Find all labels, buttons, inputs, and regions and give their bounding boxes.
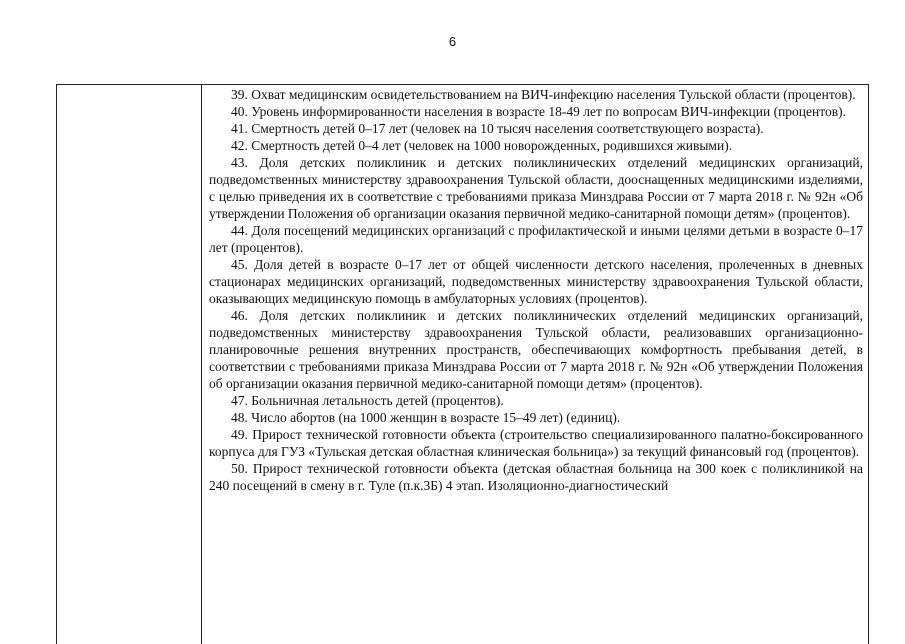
page-number: 6 [448, 34, 457, 49]
list-item-41: 41. Смертность детей 0–17 лет (человек на 10 тысяч населения соответствующего возраста). [231, 121, 764, 136]
list-item-49: 49. Прирост технической готовности объекта (строительство специализированного палатно-боксированного корпуса для ГУЗ «Тульская детская областная клиническая больница») за текущий финансовый год (процентов). [209, 427, 863, 459]
list-item-47: 47. Больничная летальность детей (процентов). [231, 393, 504, 408]
list-item-43: 43. Доля детских поликлиник и детских поликлинических отделений медицинских организаций, подведомственных министерству здравоохранения Тульской области, дооснащенных медицинскими изделиями, с целью приведения их в соответствие с требованиями приказа Минздрава России от 7 марта 2018 г. № 92н «Об утверждении Положения об организации оказания первичной медико-санитарной помощи детям» (процентов). [209, 155, 863, 221]
list-item-46: 46. Доля детских поликлиник и детских поликлинических отделений медицинских организаций, подведомственных министерству здравоохранения Тульской области, реализовавших организационно-планировочные решения внутренних пространств, обеспечивающих комфортность пребывания детей, в соответствии с требованиями приказа Минздрава России от 7 марта 2018 г. № 92н «Об утверждении Положения об организации оказания первичной медико-санитарной помощи детям» (процентов). [209, 308, 863, 391]
table-right-column [202, 85, 868, 644]
table-left-column [57, 85, 202, 644]
list-item-42: 42. Смертность детей 0–4 лет (человек на 1000 новорожденных, родившихся живыми). [231, 138, 733, 153]
list-item-39: 39. Охват медицинским освидетельствованием на ВИЧ-инфекцию населения Тульской области (процентов). [231, 87, 856, 102]
list-item-50: 50. Прирост технической готовности объекта (детская областная больница на 300 коек с поликлиникой на 240 посещений в смену в г. Туле (п.к.3Б) 4 этап. Изоляционно-диагностический [209, 461, 863, 493]
list-item-40: 40. Уровень информированности населения в возрасте 18-49 лет по вопросам ВИЧ-инфекции (процентов). [231, 104, 846, 119]
list-item-44: 44. Доля посещений медицинских организаций с профилактической и иными целями детьми в возрасте 0–17 лет (процентов). [209, 223, 863, 255]
list-item-48: 48. Число абортов (на 1000 женщин в возрасте 15–49 лет) (единиц). [231, 410, 621, 425]
list-item-45: 45. Доля детей в возрасте 0–17 лет от общей численности детского населения, пролеченных в дневных стационарах медицинских организаций, подведомственных министерству здравоохранения Тульской области, оказывающих медицинскую помощь в амбулаторных условиях (процентов). [209, 257, 863, 306]
document-table [56, 84, 869, 644]
